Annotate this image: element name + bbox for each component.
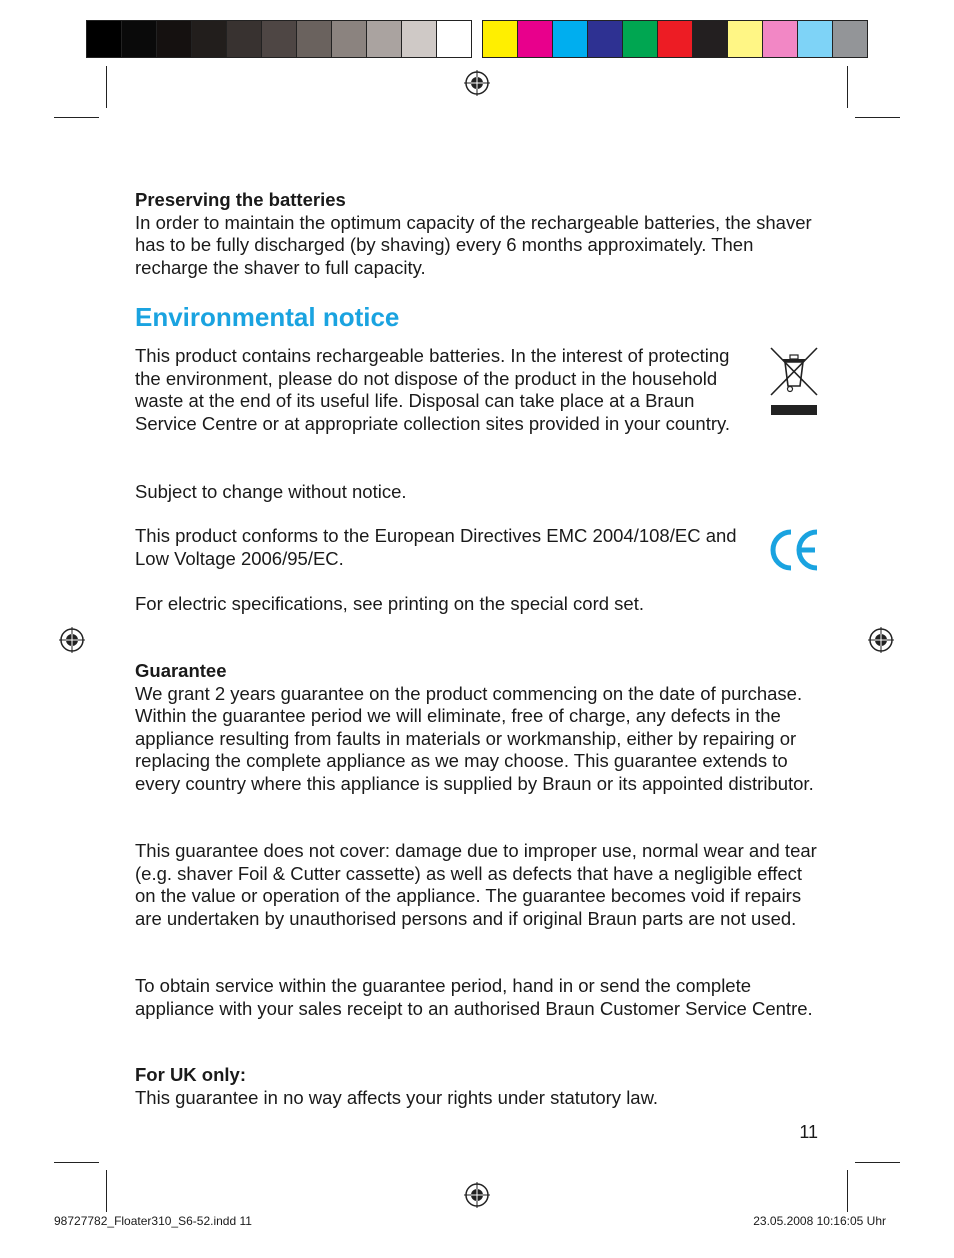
environmental-p3 [135, 525, 755, 570]
guarantee-heading: Guarantee [135, 660, 227, 681]
crop-mark [855, 1162, 900, 1163]
guarantee-p2-block [135, 840, 825, 930]
color-swatch [658, 21, 693, 57]
uk-body: This guarantee in no way affects your rights under statutory law. [135, 1086, 659, 1108]
color-swatch [518, 21, 553, 57]
color-swatch [833, 21, 867, 57]
environmental-p2 [135, 481, 825, 504]
color-swatch [332, 21, 367, 57]
ce-mark-icon [768, 527, 822, 573]
preserving-heading: Preserving the batteries [135, 189, 346, 210]
slug-timestamp: 23.05.2008 10:16:05 Uhr [753, 1214, 886, 1228]
crop-mark [106, 66, 107, 108]
color-swatch [437, 21, 471, 57]
grayscale-color-bar [86, 20, 472, 58]
color-swatch [227, 21, 262, 57]
color-swatch [157, 21, 192, 57]
crossed-out-wheelie-bin-icon [768, 345, 820, 417]
color-swatch [367, 21, 402, 57]
page-number: 11 [799, 1122, 818, 1142]
crop-mark [847, 1170, 848, 1212]
slug-file-info: 98727782_Floater310_S6-52.indd 11 [54, 1214, 252, 1228]
registration-mark-icon [868, 627, 894, 653]
color-swatch [553, 21, 588, 57]
guarantee-p3: To obtain service within the guarantee period, hand in or send the complete appliance with your sales receipt to an authorised Braun Customer Service Centre. [135, 975, 813, 1019]
uk-section [135, 1064, 825, 1109]
color-swatch [192, 21, 227, 57]
environmental-p1 [135, 345, 745, 435]
color-swatch [262, 21, 297, 57]
registration-mark-icon [59, 627, 85, 653]
environmental-p4-text: For electric specifications, see printing on the special cord set. [135, 593, 644, 614]
guarantee-p1: We grant 2 years guarantee on the product commencing on the date of purchase. Within the guarantee period we will eliminate, free of charge, any defects in the appliance resulting from faults in materials or workmanship, either by repairing or replacing the complete appliance as we may choose. This guarantee extends to every country where this appliance is supplied by Braun or its appointed distributor. [135, 682, 814, 794]
environmental-title: Environmental notice [135, 302, 400, 332]
environmental-p4 [135, 593, 825, 616]
preserving-section [135, 189, 825, 279]
crop-mark [847, 66, 848, 108]
color-swatch [297, 21, 332, 57]
process-color-bar [482, 20, 868, 58]
color-swatch [798, 21, 833, 57]
guarantee-section [135, 660, 825, 795]
preserving-body: In order to maintain the optimum capacity of the rechargeable batteries, the shaver has to be fully discharged (by shaving) every 6 months approximately. Then recharge the shaver to full capacity. [135, 211, 812, 278]
environmental-p3-text: This product conforms to the European Directives EMC 2004/108/EC and Low Voltage 2006/95/EC. [135, 525, 737, 569]
crop-mark [106, 1170, 107, 1212]
color-swatch [588, 21, 623, 57]
color-swatch [483, 21, 518, 57]
registration-mark-icon [464, 1182, 490, 1208]
color-swatch [693, 21, 728, 57]
environmental-p1-text: This product contains rechargeable batteries. In the interest of protecting the environment, please do not dispose of the product in the household waste at the end of its useful life. Disposal can take place at a Braun Service Centre or at appropriate collection sites provided in your country. [135, 345, 731, 434]
color-swatch [763, 21, 798, 57]
color-swatch [87, 21, 122, 57]
color-swatch [728, 21, 763, 57]
crop-mark [54, 1162, 99, 1163]
registration-mark-icon [464, 70, 490, 96]
color-swatch [623, 21, 658, 57]
color-swatch [402, 21, 437, 57]
crop-mark [855, 117, 900, 118]
color-swatch [122, 21, 157, 57]
uk-heading: For UK only: [135, 1064, 246, 1085]
environmental-p2-text: Subject to change without notice. [135, 481, 407, 502]
guarantee-p3-block [135, 975, 825, 1020]
guarantee-p2: This guarantee does not cover: damage due to improper use, normal wear and tear (e.g. shaver Foil & Cutter cassette) as well as defects that have a negligible effect on the value or operation of the appliance. The guarantee becomes void if repairs are undertaken by unauthorised persons and if original Braun parts are not used. [135, 840, 817, 929]
crop-mark [54, 117, 99, 118]
